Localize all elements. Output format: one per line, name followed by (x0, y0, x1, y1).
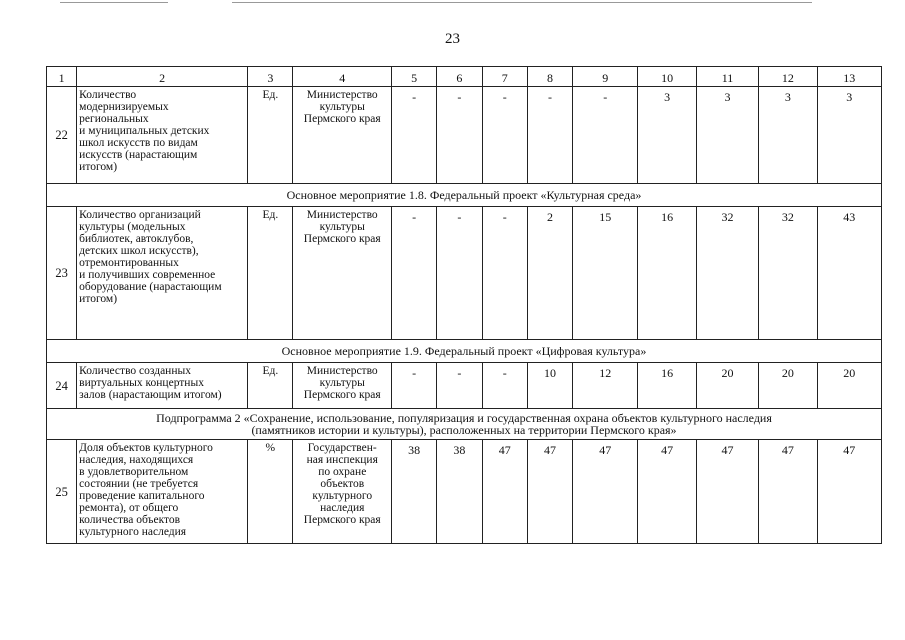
unit-cell: Ед. (248, 363, 293, 409)
table-row (47, 440, 882, 544)
indicator-name-line: библиотек, автоклубов, (79, 233, 194, 245)
responsible-line: культуры (319, 221, 365, 233)
value-cell: 20 (696, 363, 758, 409)
row-number: 25 (47, 440, 77, 544)
indicator-name-line: итогом) (79, 293, 118, 305)
value-cell: 47 (482, 440, 527, 544)
unit-cell: Ед. (248, 87, 293, 184)
value-cell: 3 (696, 87, 758, 184)
value-cell: 15 (573, 207, 638, 340)
indicator-name-line: проведение капитального (79, 490, 205, 502)
value-cell: - (437, 207, 482, 340)
indicators-table (46, 66, 882, 544)
responsible-line: культуры (319, 101, 365, 113)
value-cell: - (392, 363, 437, 409)
indicator-name-line: модернизируемых (79, 101, 169, 113)
table-row (47, 207, 882, 340)
header-cell: 4 (293, 67, 392, 87)
indicator-name-line: искусств (нарастающим (79, 149, 198, 161)
responsible-line: Пермского края (303, 389, 381, 401)
value-cell: 20 (759, 363, 817, 409)
row-number: 22 (47, 87, 77, 184)
value-cell: - (392, 87, 437, 184)
responsible-line: Министерство (306, 209, 378, 221)
section-title (47, 409, 882, 440)
responsible-line: объектов (320, 478, 365, 490)
value-cell: 32 (759, 207, 817, 340)
indicator-name-line: в удовлетворительном (79, 466, 189, 478)
indicator-name (77, 207, 248, 340)
indicator-name-line: наследия, находящихся (79, 454, 194, 466)
indicator-name-line: залов (нарастающим итогом) (79, 389, 222, 401)
header-cell: 6 (437, 67, 482, 87)
value-cell: 38 (392, 440, 437, 544)
page-number: 23 (445, 31, 460, 47)
header-cell: 8 (527, 67, 572, 87)
row-number: 23 (47, 207, 77, 340)
indicator-name (77, 87, 248, 184)
value-cell: 16 (638, 207, 696, 340)
responsible-cell (293, 87, 392, 184)
responsible-line: Государствен- (307, 442, 377, 454)
header-cell: 5 (392, 67, 437, 87)
section-title-line: Основное мероприятие 1.8. Федеральный проект «Культурная среда» (286, 188, 642, 202)
indicator-name-line: Количество (79, 89, 137, 101)
indicator-name-line: количества объектов (79, 514, 181, 526)
value-cell: 12 (573, 363, 638, 409)
header-cell: 13 (817, 67, 881, 87)
value-cell: 2 (527, 207, 572, 340)
indicator-name-line: состоянии (не требуется (79, 478, 199, 490)
responsible-line: культурного (312, 490, 373, 502)
value-cell: - (437, 363, 482, 409)
responsible-line: Министерство (306, 89, 378, 101)
responsible-line: Министерство (306, 365, 378, 377)
responsible-cell (293, 440, 392, 544)
row-number: 24 (47, 363, 77, 409)
value-cell: 10 (527, 363, 572, 409)
indicator-name-line: культурного наследия (79, 526, 187, 538)
indicator-name-line: итогом) (79, 161, 118, 173)
value-cell: 43 (817, 207, 881, 340)
indicator-name-line: культуры (модельных (79, 221, 186, 233)
header-cell: 10 (638, 67, 696, 87)
indicator-name-line: и муниципальных детских (79, 125, 210, 137)
value-cell: - (482, 207, 527, 340)
header-row (47, 67, 882, 87)
indicator-name-line: и получивших современное (79, 269, 216, 281)
section-title-line: Основное мероприятие 1.9. Федеральный проект «Цифровая культура» (281, 344, 647, 358)
header-cell: 3 (248, 67, 293, 87)
responsible-cell (293, 363, 392, 409)
responsible-line: Пермского края (303, 233, 381, 245)
indicator-name-line: региональных (79, 113, 149, 125)
value-cell: - (437, 87, 482, 184)
value-cell: - (573, 87, 638, 184)
responsible-line: ная инспекция (306, 454, 378, 466)
value-cell: 47 (638, 440, 696, 544)
top-rule-left (60, 2, 168, 3)
top-rule-right (232, 2, 812, 3)
value-cell: 47 (527, 440, 572, 544)
value-cell: - (482, 363, 527, 409)
indicator-name-line: Количество организаций (79, 209, 201, 221)
section-title-line: Подпрограмма 2 «Сохранение, использование, популяризация и государственная охрана объектов культурного наследия (156, 411, 772, 425)
value-cell: 3 (759, 87, 817, 184)
table-row (47, 363, 882, 409)
value-cell: - (482, 87, 527, 184)
indicator-name-line: виртуальных концертных (79, 377, 204, 389)
responsible-line: культуры (319, 377, 365, 389)
header-cell: 1 (47, 67, 77, 87)
indicator-name-line: детских школ искусств), (79, 245, 199, 257)
indicator-name-line: школ искусств по видам (79, 137, 198, 149)
section-row (47, 409, 882, 440)
section-title-line: (памятников истории и культуры), расположенных на территории Пермского края» (251, 423, 677, 437)
header-cell: 9 (573, 67, 638, 87)
responsible-line: наследия (320, 502, 365, 514)
value-cell: 47 (817, 440, 881, 544)
value-cell: 20 (817, 363, 881, 409)
section-title (47, 340, 882, 363)
header-cell: 7 (482, 67, 527, 87)
indicator-name-line: ремонта), от общего (79, 502, 179, 514)
indicator-name (77, 440, 248, 544)
indicator-name-line: отремонтированных (79, 257, 179, 269)
responsible-line: по охране (318, 466, 367, 478)
table-row (47, 87, 882, 184)
indicator-name-line: оборудование (нарастающим (79, 281, 222, 293)
header-cell: 12 (759, 67, 817, 87)
value-cell: 47 (696, 440, 758, 544)
value-cell: 32 (696, 207, 758, 340)
unit-cell: Ед. (248, 207, 293, 340)
value-cell: 3 (638, 87, 696, 184)
responsible-line: Пермского края (303, 514, 381, 526)
value-cell: 3 (817, 87, 881, 184)
section-row (47, 184, 882, 207)
header-cell: 2 (77, 67, 248, 87)
section-title (47, 184, 882, 207)
value-cell: - (392, 207, 437, 340)
value-cell: 47 (759, 440, 817, 544)
header-cell: 11 (696, 67, 758, 87)
responsible-line: Пермского края (303, 113, 381, 125)
unit-cell: % (248, 440, 293, 544)
value-cell: 38 (437, 440, 482, 544)
indicator-name-line: Доля объектов культурного (79, 442, 213, 454)
indicator-name (77, 363, 248, 409)
indicator-name-line: Количество созданных (79, 365, 191, 377)
value-cell: - (527, 87, 572, 184)
section-row (47, 340, 882, 363)
responsible-cell (293, 207, 392, 340)
value-cell: 47 (573, 440, 638, 544)
value-cell: 16 (638, 363, 696, 409)
